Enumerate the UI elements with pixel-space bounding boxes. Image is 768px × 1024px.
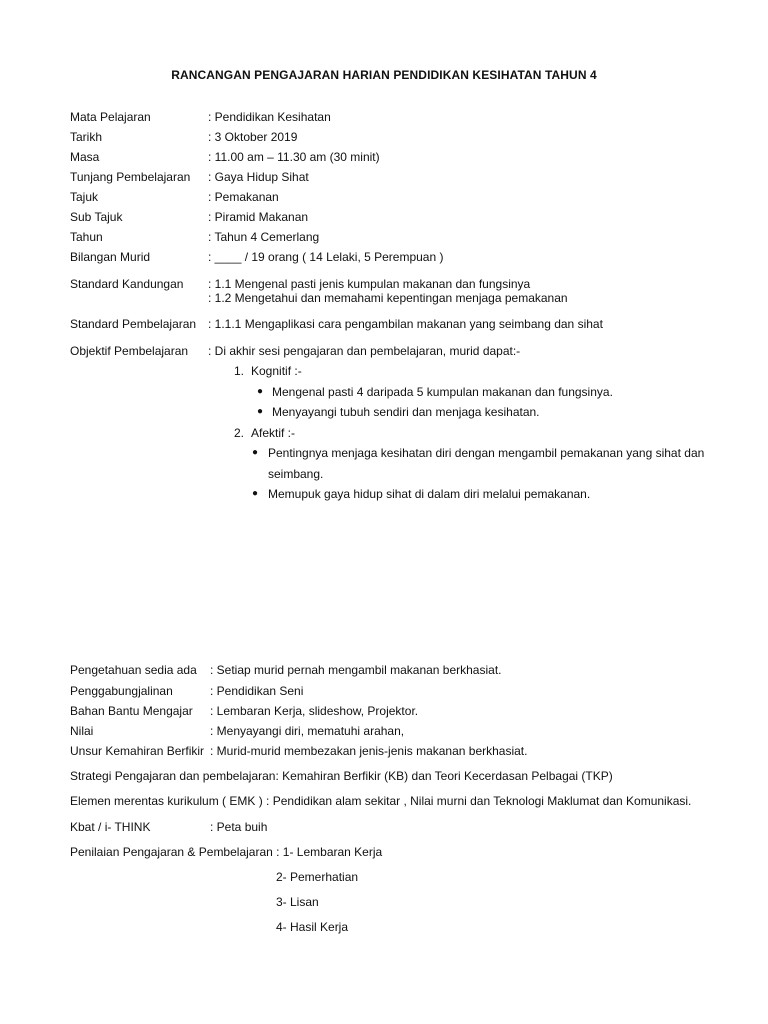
label-tarikh: Tarikh xyxy=(70,130,103,144)
label-bilangan-murid: Bilangan Murid xyxy=(70,250,151,264)
value-penggabungjalinan: : Pendidikan Seni xyxy=(210,684,304,698)
objektif-afektif-heading: Afektif :- xyxy=(251,426,296,440)
value-standard-pembelajaran: : 1.1.1 Mengaplikasi cara pengambilan makanan yang seimbang dan sihat xyxy=(208,317,603,331)
label-mata-pelajaran: Mata Pelajaran xyxy=(70,110,151,124)
document-title: RANCANGAN PENGAJARAN HARIAN PENDIDIKAN KESIHATAN TAHUN 4 xyxy=(171,68,597,82)
list-number: 2. xyxy=(234,426,245,440)
label-tahun: Tahun xyxy=(70,230,103,244)
label-bahan-bantu: Bahan Bantu Mengajar xyxy=(70,704,193,718)
label-standard-pembelajaran: Standard Pembelajaran xyxy=(70,317,197,331)
emk-line: Elemen merentas kurikulum ( EMK ) : Pendidikan alam sekitar , Nilai murni dan Teknologi Maklumat dan Komunikasi. xyxy=(70,794,692,808)
label-kbat: Kbat / i- THINK xyxy=(70,820,151,834)
value-tarikh: : 3 Oktober 2019 xyxy=(208,130,298,144)
strategi-line: Strategi Pengajaran dan pembelajaran: Kemahiran Berfikir (KB) dan Teori Kecerdasan Pelbagai (TKP) xyxy=(70,769,613,783)
label-unsur-kemahiran: Unsur Kemahiran Berfikir xyxy=(70,744,205,758)
list-number: 1. xyxy=(234,364,245,378)
standard-kandungan-line-2: : 1.2 Mengetahui dan memahami kepentingan menjaga pemakanan xyxy=(208,291,568,305)
value-unsur-kemahiran: : Murid-murid membezakan jenis-jenis makanan berkhasiat. xyxy=(210,744,528,758)
value-tahun: : Tahun 4 Cemerlang xyxy=(208,230,320,244)
value-bilangan-murid: : ____ / 19 orang ( 14 Lelaki, 5 Perempuan ) xyxy=(208,250,444,264)
objektif-kognitif-item-1: Mengenal pasti 4 daripada 5 kumpulan makanan dan fungsinya. xyxy=(272,385,613,399)
objektif-afektif-item-1: Pentingnya menjaga kesihatan diri dengan mengambil pemakanan yang sihat dan xyxy=(268,446,705,460)
value-tunjang: : Gaya Hidup Sihat xyxy=(208,170,309,184)
value-bahan-bantu: : Lembaran Kerja, slideshow, Projektor. xyxy=(210,704,419,718)
label-pengetahuan: Pengetahuan sedia ada xyxy=(70,663,197,677)
standard-kandungan-line-1: : 1.1 Mengenal pasti jenis kumpulan makanan dan fungsinya xyxy=(208,277,531,291)
label-objektif: Objektif Pembelajaran xyxy=(70,344,189,358)
bullet-icon: ● xyxy=(252,488,259,499)
objektif-kognitif-item-2: Menyayangi tubuh sendiri dan menjaga kesihatan. xyxy=(272,405,540,419)
label-penggabungjalinan: Penggabungjalinan xyxy=(70,684,173,698)
value-masa: : 11.00 am – 11.30 am (30 minit) xyxy=(208,150,380,164)
label-standard-kandungan: Standard Kandungan xyxy=(70,277,184,291)
value-sub-tajuk: : Piramid Makanan xyxy=(208,210,309,224)
objektif-afektif-item-2: Memupuk gaya hidup sihat di dalam diri melalui pemakanan. xyxy=(268,487,591,501)
label-tunjang: Tunjang Pembelajaran xyxy=(70,170,191,184)
penilaian-item-2: 2- Pemerhatian xyxy=(276,870,359,884)
penilaian-heading: Penilaian Pengajaran & Pembelajaran : 1- Lembaran Kerja xyxy=(70,845,383,859)
penilaian-item-4: 4- Hasil Kerja xyxy=(276,920,349,934)
label-masa: Masa xyxy=(70,150,100,164)
bullet-icon: ● xyxy=(257,386,264,397)
value-nilai: : Menyayangi diri, mematuhi arahan, xyxy=(210,724,405,738)
objektif-intro: : Di akhir sesi pengajaran dan pembelajaran, murid dapat:- xyxy=(208,344,521,358)
objektif-kognitif-heading: Kognitif :- xyxy=(251,364,302,378)
value-kbat: : Peta buih xyxy=(210,820,268,834)
label-tajuk: Tajuk xyxy=(70,190,99,204)
penilaian-item-3: 3- Lisan xyxy=(276,895,319,909)
value-tajuk: : Pemakanan xyxy=(208,190,279,204)
label-nilai: Nilai xyxy=(70,724,94,738)
value-mata-pelajaran: : Pendidikan Kesihatan xyxy=(208,110,331,124)
label-sub-tajuk: Sub Tajuk xyxy=(70,210,123,224)
bullet-icon: ● xyxy=(257,406,264,417)
bullet-icon: ● xyxy=(252,447,259,458)
value-pengetahuan: : Setiap murid pernah mengambil makanan berkhasiat. xyxy=(210,663,502,677)
objektif-afektif-item-1-cont: seimbang. xyxy=(268,467,324,481)
